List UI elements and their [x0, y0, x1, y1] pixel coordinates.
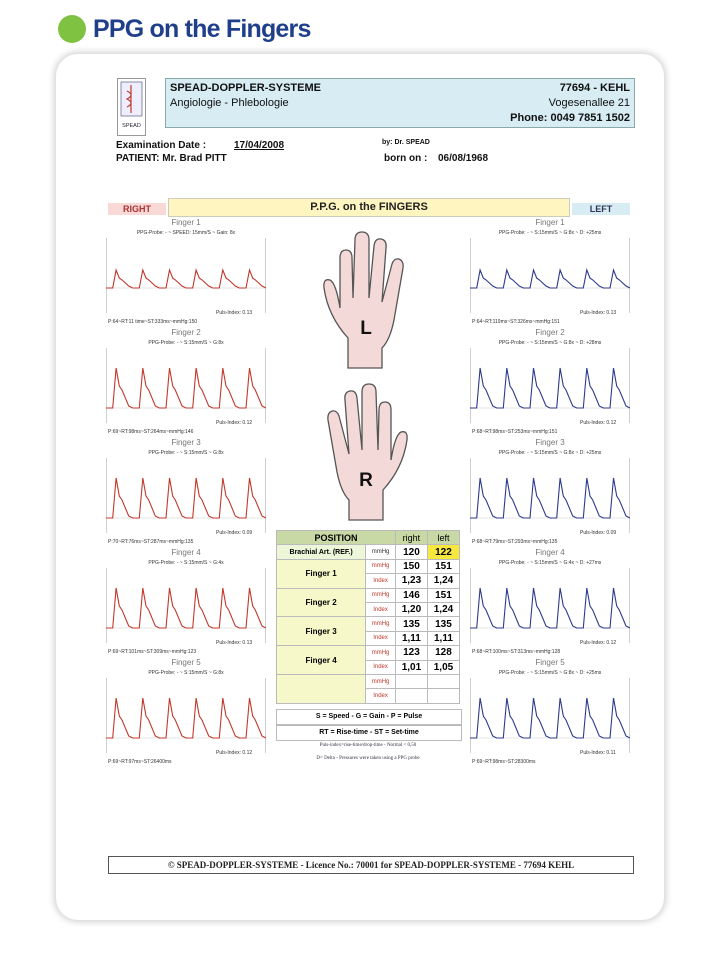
- trace-params: P:64~RT:11 time~ST:333ms~mmHg:150: [108, 319, 198, 325]
- puls-index: Puls-Index: 0.13: [216, 310, 253, 316]
- probe-settings: PPG-Probe: - ~ SPEED: 15mm/S ~ Gain: 8x: [136, 230, 236, 236]
- finger-value: 151: [427, 588, 459, 602]
- finger-trace-title: Finger 3: [171, 438, 201, 447]
- ppg-wave-line: [470, 698, 630, 738]
- finger-trace-title: Finger 3: [535, 438, 565, 447]
- finger-value: 1,11: [395, 631, 427, 645]
- finger-trace-title: Finger 1: [535, 218, 565, 227]
- lab-zip: 77694 - KEHL: [559, 82, 630, 94]
- unit-index: Index: [366, 602, 396, 616]
- finger-trace-title: Finger 1: [171, 218, 201, 227]
- ppg-wave-line: [106, 588, 266, 628]
- lab-header-box: [165, 78, 635, 128]
- report-title: P.P.G. on the FINGERS: [168, 198, 570, 217]
- legend-line-1: S = Speed - G = Gain - P = Pulse: [276, 709, 462, 725]
- finger-value: 1,24: [427, 574, 459, 588]
- finger-trace-title: Finger 4: [535, 548, 565, 557]
- exam-date: 17/04/2008: [234, 140, 285, 151]
- legend-line-2: RT = Rise-time - ST = Set-time: [276, 725, 462, 741]
- unit-mmhg: mmHg: [366, 674, 396, 688]
- trace-params: P:69~RT:98ms~ST:264ms~mmHg:146: [108, 429, 194, 435]
- finger-trace-title: Finger 4: [171, 548, 201, 557]
- table-header-left: left: [427, 531, 459, 545]
- ppg-wave-line: [470, 588, 630, 628]
- finger-trace-title: Finger 2: [535, 328, 565, 337]
- ppg-trace-panel: [470, 348, 630, 423]
- ppg-trace-panel: [470, 458, 630, 533]
- finger-trace-title: Finger 5: [171, 658, 201, 667]
- right-hand-image: [318, 380, 413, 530]
- empty-cell: [395, 674, 427, 688]
- ppg-trace-panel: [470, 568, 630, 643]
- ppg-trace-panel: [106, 678, 266, 753]
- trace-params: P:68~RT:98ms~ST:253ms~mmHg:151: [472, 429, 558, 435]
- probe-settings: PPG-Probe: - ~ S:15mm/S ~ G:4x ~ D: +27ms: [498, 560, 602, 566]
- ppg-wave-line: [106, 478, 266, 518]
- finger-value: 1,01: [395, 660, 427, 674]
- ppg-waveform: [106, 458, 266, 533]
- probe-settings: PPG-Probe: - ~ S:15mm/S ~ G:8x ~ D: +25ms: [498, 230, 602, 236]
- ppg-waveform: [470, 348, 630, 423]
- probe-settings: PPG-Probe: - ~ S:15mm/S ~ G:8x ~ D: +25ms: [498, 670, 602, 676]
- finger-value: 135: [427, 617, 459, 631]
- ppg-wave-line: [106, 368, 266, 408]
- born-label: born on :: [384, 153, 428, 164]
- ppg-trace-panel: [470, 238, 630, 313]
- puls-index: Puls-Index: 0.12: [216, 750, 253, 756]
- puls-index: Puls-Index: 0.13: [580, 310, 617, 316]
- ppg-trace-panel: [470, 678, 630, 753]
- ppg-trace-panel: [106, 348, 266, 423]
- finger-trace-title: Finger 2: [171, 328, 201, 337]
- brachial-unit: mmHg: [366, 545, 396, 559]
- legend-line-4: D= Delta - Pressures were taken using a PPG probe: [316, 756, 420, 761]
- finger-value: 1,24: [427, 602, 459, 616]
- ppg-waveform: [106, 238, 266, 313]
- puls-index: Puls-Index: 0.12: [216, 420, 253, 426]
- finger-value: 1,11: [427, 631, 459, 645]
- ppg-wave-line: [470, 270, 630, 288]
- puls-index: Puls-Index: 0.09: [580, 530, 617, 536]
- puls-index: Puls-Index: 0.12: [580, 420, 617, 426]
- probe-settings: PPG-Probe: - ~ S:15mm/S ~ G:8x: [148, 340, 224, 346]
- left-hand-image: [318, 228, 413, 378]
- puls-index: Puls-Index: 0.09: [216, 530, 253, 536]
- empty-cell: [427, 689, 459, 703]
- lab-logo: [117, 78, 146, 136]
- probe-settings: PPG-Probe: - ~ S:15mm/S ~ G:8x ~ D: +28ms: [498, 340, 602, 346]
- brachial-label: Brachial Art. (REF.): [277, 545, 366, 559]
- probe-settings: PPG-Probe: - ~ S:15mm/S ~ G:8x ~ D: +25ms: [498, 450, 602, 456]
- unit-index: Index: [366, 574, 396, 588]
- page-title: PPG on the Fingers: [93, 14, 311, 43]
- probe-settings: PPG-Probe: - ~ S:15mm/S ~ G:8x: [148, 670, 224, 676]
- unit-index: Index: [366, 660, 396, 674]
- empty-finger-label: [277, 674, 366, 703]
- ppg-wave-line: [470, 478, 630, 518]
- hand-letter-r: R: [359, 470, 373, 491]
- finger-value: 146: [395, 588, 427, 602]
- ppg-waveform: [106, 678, 266, 753]
- unit-mmhg: mmHg: [366, 646, 396, 660]
- puls-index: Puls-Index: 0.11: [580, 750, 616, 756]
- unit-mmhg: mmHg: [366, 559, 396, 573]
- finger-value: 135: [395, 617, 427, 631]
- lab-phone: Phone: 0049 7851 1502: [510, 112, 630, 124]
- legend-line-3: Puls-index=rise-time/drop-time - Normal < 0,50: [319, 743, 417, 748]
- unit-index: Index: [366, 631, 396, 645]
- trace-params: P:64~RT:119ms~ST:326ms~mmHg:151: [472, 319, 560, 325]
- ppg-trace-panel: [106, 238, 266, 313]
- trace-params: P:68~RT:100ms~ST:313ms~mmHg:128: [472, 649, 561, 655]
- finger-value: 1,20: [395, 602, 427, 616]
- brachial-right: 120: [395, 545, 427, 559]
- empty-cell: [427, 674, 459, 688]
- green-dot-icon: [58, 15, 86, 43]
- puls-index: Puls-Index: 0.13: [216, 640, 253, 646]
- finger-value: 128: [427, 646, 459, 660]
- ppg-waveform: [470, 458, 630, 533]
- finger-value: 1,23: [395, 574, 427, 588]
- ppg-waveform: [470, 678, 630, 753]
- trace-params: P:68~RT:79ms~ST:293ms~mmHg:135: [472, 539, 558, 545]
- lab-name: SPEAD-DOPPLER-SYSTEME: [170, 82, 321, 94]
- table-header-right: right: [395, 531, 427, 545]
- page-header: [58, 12, 311, 46]
- trace-params: P:70~RT:76ms~ST:287ms~mmHg:135: [108, 539, 194, 545]
- hand-letter-l: L: [360, 318, 372, 339]
- finger-row-label: Finger 1: [277, 559, 366, 588]
- trace-params: P:69~RT:98ms~ST:28300ms: [472, 759, 536, 765]
- doctor-name: by: Dr. SPEAD: [382, 139, 430, 146]
- empty-cell: [395, 689, 427, 703]
- exam-date-label: Examination Date :: [116, 140, 207, 151]
- finger-value: 1,05: [427, 660, 459, 674]
- ppg-waveform: [106, 568, 266, 643]
- left-side-label: LEFT: [572, 203, 630, 215]
- footer-licence: © SPEAD-DOPPLER-SYSTEME - Licence No.: 70001 for SPEAD-DOPPLER-SYSTEME - 77694 KEHL: [108, 856, 634, 874]
- ppg-wave-line: [106, 698, 266, 738]
- ppg-wave-line: [106, 270, 266, 288]
- lab-street: Vogesenallee 21: [548, 97, 630, 109]
- ppg-wave-line: [470, 368, 630, 408]
- ppg-waveform: [470, 238, 630, 313]
- unit-index: Index: [366, 689, 396, 703]
- probe-settings: PPG-Probe: - ~ S:15mm/S ~ G:4x: [148, 560, 224, 566]
- finger-value: 151: [427, 559, 459, 573]
- probe-settings: PPG-Probe: - ~ S:15mm/S ~ G:8x: [148, 450, 224, 456]
- ppg-waveform: [470, 568, 630, 643]
- born-date: 06/08/1968: [438, 153, 489, 164]
- puls-index: Puls-Index: 0.12: [580, 640, 617, 646]
- pressure-table: [276, 530, 460, 704]
- trace-params: P:69~RT:101ms~ST:309ms~mmHg:123: [108, 649, 197, 655]
- finger-value: 150: [395, 559, 427, 573]
- table-header-position: POSITION: [277, 531, 396, 545]
- unit-mmhg: mmHg: [366, 588, 396, 602]
- brachial-left: 122: [427, 545, 459, 559]
- lab-dept: Angiologie - Phlebologie: [170, 97, 289, 109]
- ppg-trace-panel: [106, 568, 266, 643]
- unit-mmhg: mmHg: [366, 617, 396, 631]
- finger-trace-title: Finger 5: [535, 658, 565, 667]
- right-side-label: RIGHT: [108, 203, 166, 215]
- lab-logo-text: SPEAD: [122, 123, 141, 129]
- finger-row-label: Finger 4: [277, 646, 366, 675]
- finger-row-label: Finger 2: [277, 588, 366, 617]
- trace-params: P:69~RT:97ms~ST:26400ms: [108, 759, 172, 765]
- ppg-trace-panel: [106, 458, 266, 533]
- finger-value: 123: [395, 646, 427, 660]
- patient-name: PATIENT: Mr. Brad PITT: [116, 153, 227, 164]
- ppg-waveform: [106, 348, 266, 423]
- finger-row-label: Finger 3: [277, 617, 366, 646]
